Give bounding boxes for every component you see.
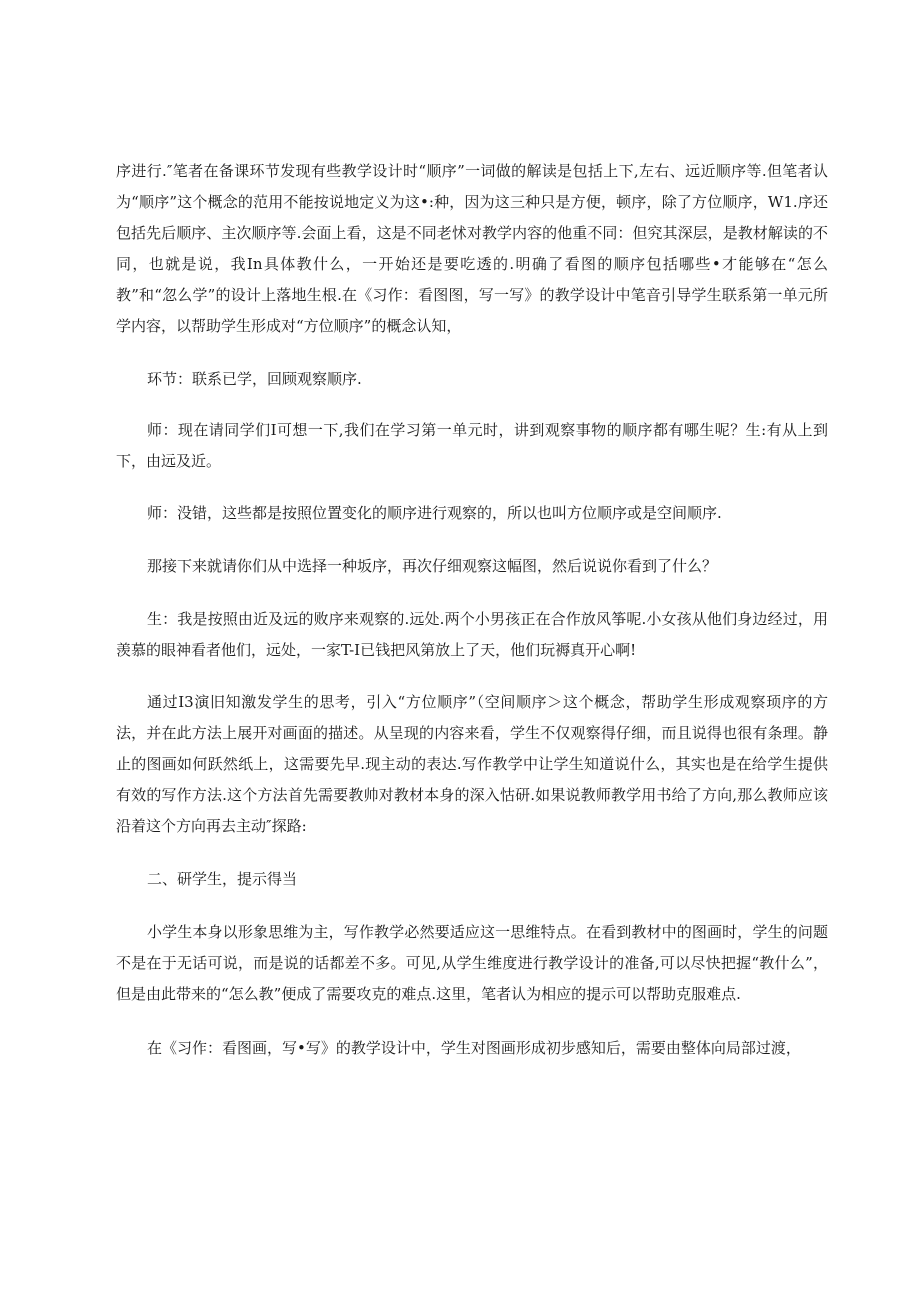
paragraph-design-transition: 在《习作：看图画，写•写》的教学设计中，学生对图画形成初步感知后，需要由整体向局部过渡， [147,1039,801,1057]
paragraph-teacher-question: 师：现在请同学们I可想一下,我们在学习第一单元时，讲到观察事物的顺序都有哪生呢？生:有从上到下，由远及近。 [116,421,828,470]
document-body [116,156,828,1064]
paragraph-teacher-confirm: 师：没错，这些都是按照位置变化的顺序进行观察的，所以也叫方位顺序或是空间顺序. [147,504,722,522]
paragraph-step-heading: 环节：联系已学，回顾观察顺序. [147,370,362,388]
paragraph-student-thinking: 小学生本身以形象思维为主，写作教学必然要适应这一思维特点。在看到教材中的图画时，学生的问题不是在于无话可说，而是说的话都差不多。可见,从学生维度进行教学设计的准备,可以尽快把握“教什么”，但是由此带来的“怎么教”便成了需要攻克的难点.这里，笔者认为相应的提示可以帮助克服难点. [116,923,828,1003]
paragraph-teacher-prompt: 那接下来就请你们从中选择一种坂序，再次仔细观察这幅图，然后说说你看到了什么？ [147,557,718,575]
paragraph-reflection: 通过I3演旧知激发学生的思考，引入“方位顺序”（空间顺序＞这个概念，帮助学生形成观察顼序的方法，并在此方法上展开对画面的描述。从呈现的内容来看，学生不仅观察得仔细，而且说得也很有条理。静止的图画如何跃然纸上，这需要先早.现主动的表达.写作教学中让学生知道说什么，其实也是在给学生提供有效的写作方法.这个方法首先需要教帅对教材本身的深入怙研.如果说教师教学用书给了方向,那么教师应该沿着这个方向再去主动″探路: [116,693,828,835]
paragraph-sequence-analysis: 序进行.″笔者在备课环节发现有些教学设计时“顺序”一词做的解读是包括上下,左右、远近顺序等.但笔者认为“顺序”这个概念的范用不能按说地定义为这•:种，因为这三种只是方便，顿序，除了方位顺序，W1.序还包括先后顺序、主次顺序等.会面上看，这是不同老怵对教学内容的他重不同：但究其深层，是教材解读的不同，也就是说，我In具体教什么，一开始还是要吃透的.明确了看图的顺序包括哪些•才能够在“怎么教”和“忽么学”的设计上落地生根.在《习作：看图图，写一写》的教学设计中笔音引导学生联系第一单元所学内容，以帮助学生形成对“方位顺序”的概念认知， [116,162,828,335]
paragraph-student-answer: 生：我是按照由近及远的败序来观察的.远处.两个小男孩正在合作放风筝呢.小女孩从他们身边经过，用羡慕的眼神看者他们，远处，一家T-I已钱把风第放上了天，他们玩褥真开心啊! [116,610,828,659]
section-heading-study-students: 二、研学生，提示得当 [147,870,298,888]
